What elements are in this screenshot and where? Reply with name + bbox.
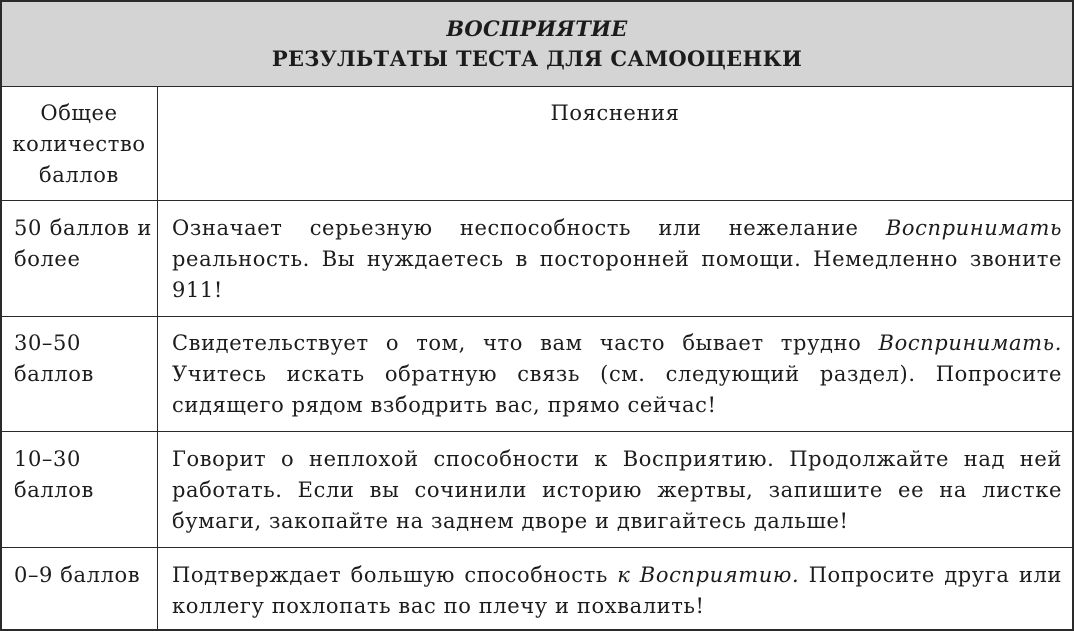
- explanation-cell: [172, 213, 1062, 306]
- explanation-text: Свидетельствует о том, что вам часто бывает трудно: [172, 331, 879, 355]
- explanation-emphasis: к Восприятию.: [617, 563, 800, 587]
- column-header-explanation: Пояснения: [550, 101, 680, 125]
- row-divider: [2, 547, 1072, 548]
- explanation-text: Учитесь искать обратную связь (см. следующий раздел). Попросите сидящего рядом взбодрить вас, прямо сейчас!: [172, 362, 1062, 417]
- score-cell: 50 баллов и более: [14, 216, 152, 271]
- explanation-text: реальность. Вы нуждаетесь в посторонней помощи. Немедленно звоните 911!: [172, 247, 1062, 302]
- table-title-header: [2, 2, 1072, 87]
- score-cell: 30–50 баллов: [14, 331, 94, 386]
- explanation-emphasis: Воспринимать.: [878, 331, 1062, 355]
- explanation-cell: [172, 560, 1062, 622]
- explanation-text: Попросите друга или коллегу похлопать вас по плечу и похвалить!: [172, 563, 1062, 618]
- row-divider: [2, 316, 1072, 317]
- score-cell: 10–30 баллов: [14, 447, 94, 502]
- row-divider: [2, 431, 1072, 432]
- column-header-score: Общее количество баллов: [12, 101, 146, 187]
- explanation-text: Означает серьезную неспособность или нежелание: [172, 216, 886, 240]
- explanation-text: Подтверждает большую способность: [172, 563, 618, 587]
- table-title: ВОСПРИЯТИЕ: [446, 16, 628, 41]
- score-cell: 0–9 баллов: [14, 563, 141, 587]
- row-divider: [2, 200, 1072, 201]
- explanation-cell: [172, 328, 1062, 421]
- table-subtitle: РЕЗУЛЬТАТЫ ТЕСТА ДЛЯ САМООЦЕНКИ: [271, 46, 803, 71]
- explanation-emphasis: Воспринимать: [885, 216, 1062, 240]
- explanation-text: Говорит о неплохой способности к Восприятию. Продолжайте над ней работать. Если вы сочинили историю жертвы, запишите ее на листке бумаги, закопайте на заднем дворе и двигайтесь дальше!: [172, 447, 1062, 533]
- explanation-cell: [172, 444, 1062, 537]
